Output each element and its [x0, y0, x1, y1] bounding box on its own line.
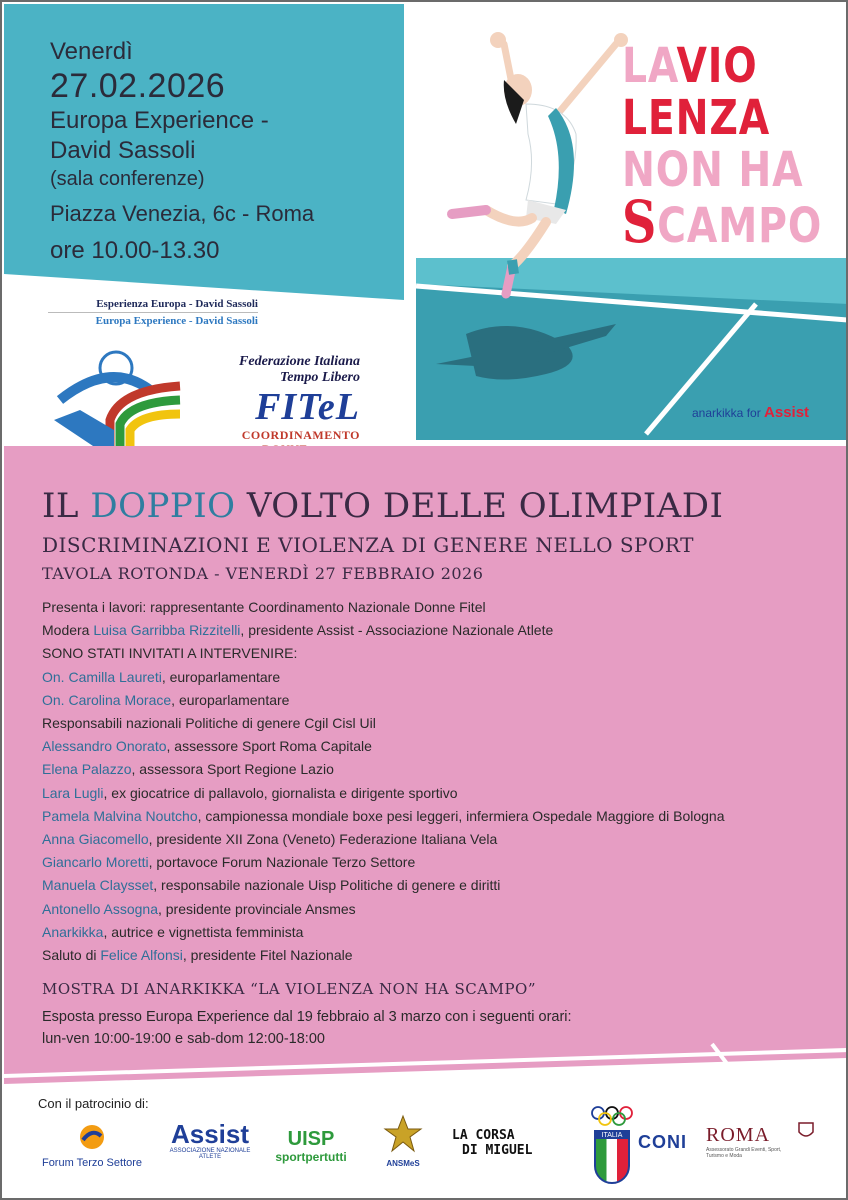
roma-logo: ROMA Assessorato Grandi Eventi, Sport, Turismo e Moda — [706, 1124, 816, 1159]
artwork-title — [622, 38, 823, 256]
ee-logo-line2: Europa Experience - David Sassoli — [95, 315, 258, 327]
subtitle: DISCRIMINAZIONI E VIOLENZA DI GENERE NELLO SPORT — [42, 533, 694, 557]
roma-crest-icon — [798, 1122, 814, 1140]
uisp-logo: UISP sportpertutti — [275, 1128, 347, 1164]
list-item: Anna Giacomello, presidente XII Zona (Veneto) Federazione Italiana Vela — [42, 831, 498, 848]
list-item: Alessandro Onorato, assessore Sport Roma Capitale — [42, 738, 372, 755]
list-item: Modera Luisa Garribba Rizzitelli, presidente Assist - Associazione Nazionale Atlete — [42, 622, 554, 639]
event-room: (sala conferenze) — [50, 168, 205, 190]
main-title: IL DOPPIO VOLTO DELLE OLIMPIADI — [42, 486, 724, 526]
list-item: Anarkikka, autrice e vignettista femminista — [42, 923, 304, 940]
speaker-list — [42, 596, 832, 967]
event-venue-line1: Europa Experience - — [50, 107, 269, 134]
ee-logo-line1: Esperienza Europa - David Sassoli — [48, 298, 258, 313]
list-item: Responsabili nazionali Politiche di genere Cgil Cisl Uil — [42, 715, 376, 732]
artwork-title-line1: LAVIO — [622, 38, 758, 94]
fitel-name: FITeL — [255, 386, 360, 428]
fitel-line1: Federazione Italiana — [239, 354, 360, 369]
exhibition-dates: Esposta presso Europa Experience dal 19 febbraio al 3 marzo con i seguenti orari: — [42, 1009, 572, 1025]
event-info — [50, 38, 314, 266]
list-item: Elena Palazzo, assessora Sport Regione Lazio — [42, 761, 334, 778]
exhibition-hours: lun-ven 10:00-19:00 e sab-dom 12:00-18:00 — [42, 1031, 325, 1047]
list-item: Pamela Malvina Noutcho, campionessa mondiale boxe pesi leggeri, infermiera Ospedale Maggiore di Bologna — [42, 807, 725, 824]
fitel-line2: Tempo Libero — [280, 370, 360, 385]
ansmes-star-icon — [383, 1114, 423, 1154]
patronage-label: Con il patrocinio di: — [38, 1096, 149, 1111]
list-item: Presenta i lavori: rappresentante Coordinamento Nazionale Donne Fitel — [42, 599, 486, 615]
event-venue-line2: David Sassoli — [50, 137, 196, 164]
exhibition-details — [42, 1006, 572, 1050]
round-table-date: TAVOLA ROTONDA - VENERDÌ 27 FEBBRAIO 2026 — [42, 564, 484, 583]
artwork-title-line3: NON HA — [622, 142, 804, 198]
assist-logo: Assist ASSOCIAZIONE NAZIONALE ATLETE — [169, 1119, 251, 1160]
artwork-title-line4: SCAMPO — [622, 188, 823, 256]
coni-text: CONI — [638, 1132, 687, 1152]
list-item: Manuela Claysset, responsabile nazionale Uisp Politiche di genere e diritti — [42, 877, 501, 894]
coni-logo — [590, 1106, 700, 1152]
fitel-line3: COORDINAMENTO — [241, 428, 360, 442]
europa-experience-logo — [48, 298, 258, 327]
olympic-rings-icon — [590, 1106, 634, 1126]
list-item: On. Carolina Morace, europarlamentare — [42, 691, 290, 708]
event-date: 27.02.2026 — [50, 67, 226, 105]
list-item: Saluto di Felice Alfonsi, presidente Fitel Nazionale — [42, 947, 353, 964]
list-item: On. Camilla Laureti, europarlamentare — [42, 668, 281, 685]
forum-terzo-settore-logo: Forum Terzo Settore — [36, 1122, 148, 1169]
event-time: ore 10.00-13.30 — [50, 237, 220, 264]
ansmes-logo: ANSMeS — [374, 1114, 432, 1168]
exhibition-title: MOSTRA DI ANARKIKKA “LA VIOLENZA NON HA SCAMPO” — [42, 980, 537, 998]
la-corsa-di-miguel-logo: LA CORSA DI MIGUEL — [452, 1128, 533, 1158]
list-item: Giancarlo Moretti, portavoce Forum Nazionale Terzo Settore — [42, 854, 416, 871]
event-address: Piazza Venezia, 6c - Roma — [50, 201, 315, 226]
event-day: Venerdì — [50, 38, 133, 65]
italia-shield: ITALIA — [594, 1130, 630, 1184]
list-item: SONO STATI INVITATI A INTERVENIRE: — [42, 645, 298, 662]
forum-swirl-icon — [77, 1122, 107, 1152]
list-item: Antonello Assogna, presidente provinciale Ansmes — [42, 900, 356, 917]
artwork-title-line2: LENZA — [622, 90, 771, 146]
anarkikka-signature: anarkikka for Assist — [692, 404, 810, 421]
list-item: Lara Lugli, ex giocatrice di pallavolo, giornalista e dirigente sportivo — [42, 784, 458, 801]
